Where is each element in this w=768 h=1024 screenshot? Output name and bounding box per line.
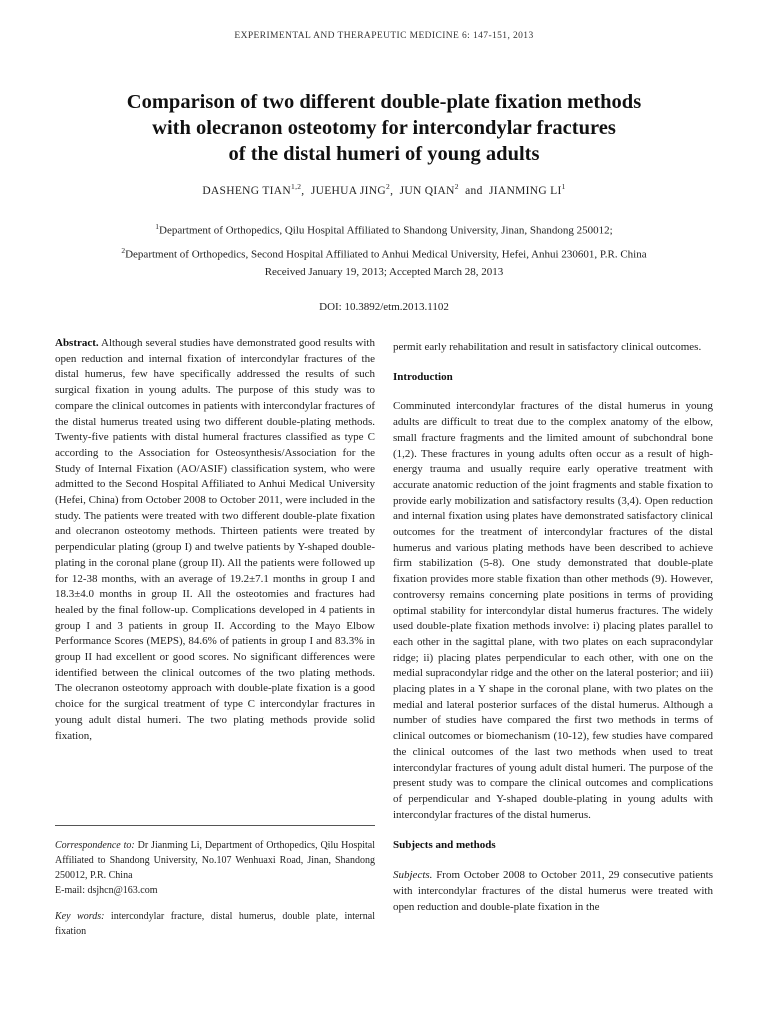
- correspondence-note: [55, 838, 375, 898]
- keywords-note: [55, 909, 375, 939]
- author-name: JUEHUA JING: [310, 184, 387, 197]
- affiliation-text: Department of Orthopedics, Second Hospital Affiliated to Anhui Medical University, Hefei, Anhui 230601, P.R. China: [125, 248, 647, 261]
- author-separator: ,: [390, 184, 400, 197]
- author-affiliation-marker: 2: [386, 182, 391, 191]
- author-affiliation-marker: 1: [561, 182, 566, 191]
- correspondence-email: E-mail: dsjhcn@163.com: [55, 885, 158, 896]
- methods-paragraph: [393, 868, 713, 915]
- subjects-text: From October 2008 to October 2011, 29 consecutive patients with intercondylar fractures of the distal humerus were treated with open reduction and double-plate fixation in the: [393, 869, 713, 913]
- subjects-subheading: Subjects.: [393, 869, 433, 882]
- author-affiliation-marker: 1,2: [291, 182, 302, 191]
- doi: DOI: 10.3892/etm.2013.1102: [319, 301, 449, 313]
- author-name: JIANMING LI: [489, 184, 562, 197]
- methods-heading: Subjects and methods: [393, 839, 496, 852]
- author-list: [0, 182, 768, 197]
- affiliation: [0, 217, 768, 241]
- keywords-label: Key words:: [55, 911, 105, 922]
- abstract-text: Although several studies have demonstrated good results with open reduction and internal fixation of intercondylar fractures of the distal humerus, few have specifically addressed the results of such surgical fixation in young adults. The purpose of this study was to compare the clinical outcomes in patients with intercondylar fractures of the distal humerus treated using two different double-plating methods. Twenty-five patients with distal humeral fractures classified as type C according to the Association for Osteosynthesis/Association for the Study of Internal Fixation (AO/ASIF) classification system, who were admitted to the Second Hospital Affiliated to Anhui Medical University (Hefei, China) from October 2008 to October 2011, were included in the study. The patients were treated with two different double-plate fixation and olecranon osteotomy methods. Thirteen patients were treated by perpendicular plating (group I) and twelve patients by Y-shaped double-plating in the coronal plane (group II). All the patients were followed up for 12-38 months, with an average of 19.2±7.1 months in group I and 18.3±4.0 months in group II. All the osteotomies and fractures had healed by the final follow-up. Complications developed in 4 patients in group I and 3 patients in group II. According to the Mayo Elbow Performance Scores (MEPS), 84.6% of patients in group I and 83.3% in group II had excellent or good scores. No significant differences were identified between the clinical outcomes of the two plating methods. The olecranon osteotomy approach with double-plate fixation is a good choice for the surgical treatment of type C intercondylar fractures in young adult distal humeri. The two plating methods provide solid fixation,: [55, 337, 375, 742]
- introduction-heading: Introduction: [393, 370, 453, 383]
- received-accepted-dates: Received January 19, 2013; Accepted March 28, 2013: [264, 266, 504, 278]
- affiliation-marker: 1: [155, 222, 160, 231]
- keywords-text: intercondylar fracture, distal humerus, double plate, internal fixation: [55, 911, 375, 937]
- affiliations: [0, 217, 768, 264]
- affiliation-text: Department of Orthopedics, Qilu Hospital Affiliated to Shandong University, Jinan, Shandong 250012;: [159, 224, 613, 237]
- correspondence-label: Correspondence to:: [55, 840, 135, 851]
- title-line: of the distal humeri of young adults: [228, 143, 540, 165]
- abstract-paragraph: [55, 336, 375, 744]
- affiliation-marker: 2: [121, 245, 126, 255]
- author-affiliation-marker: 2: [454, 182, 459, 191]
- abstract-label: Abstract.: [55, 337, 99, 349]
- author-name: JUN QIAN: [399, 184, 455, 197]
- right-column: [393, 340, 713, 915]
- title-line: with olecranon osteotomy for intercondylar fractures: [152, 117, 616, 139]
- title-line: Comparison of two different double-plate fixation methods: [126, 91, 642, 113]
- correspondence-text: Dr Jianming Li, Department of Orthopedics, Qilu Hospital Affiliated to Shandong University, No.107 Wenhuaxi Road, Jinan, Shandong 250012, P.R. China: [55, 840, 376, 881]
- footnote-divider: [55, 825, 375, 826]
- affiliation: [0, 241, 768, 265]
- author-name: DASHENG TIAN: [202, 184, 292, 197]
- left-column: [55, 336, 375, 744]
- author-separator: ,: [301, 184, 311, 197]
- introduction-paragraph: Comminuted intercondylar fractures of the distal humerus in young adults are difficult to treat due to the complex anatomy of the elbow, small fracture fragments and the limited amount of subchondral bone (1,2). These fractures in young adults often occur as a result of high-energy trauma and usually require early operative treatment with accurate anatomic reduction of the joint fragments and stable fixation to provide early mobilization and satisfactory results (3,4). Open reduction and internal fixation using plates have demonstrated satisfactory clinical outcomes for the treatment of intercondylar fractures of the distal humerus and various plating methods have been described to achieve firm stabilization (5-8). One study demonstrated that double-plate fixation provides more stable fixation than other methods (9). However, controversy remains concerning plate positions in terms of providing optimal stability for intercondylar distal humerus fractures. The widely used double-plate fixation methods involve: i) placing plates parallel to each other in the sagittal plane, with two plates on each supracondylar ridge; ii) placing plates perpendicular to each other, with one on the medial supracondylar ridge and the other on the lateral posterior; and iii) placing plates in a Y shape in the coronal plane, with two plates on the medial and lateral posterior surfaces of the distal humerus. Although a number of studies have compared the first two methods in terms of clinical outcomes or biomechanism (10-12), few studies have compared the clinical outcomes of the last two methods when used to treat intercondylar fractures of young adult distal humeri. The purpose of the present study was to compare the clinical outcomes and complications of perpendicular and Y-shaped double-plating in young adults with intercondylar fractures of the distal humerus.: [393, 400, 713, 821]
- paper-title: [40, 89, 728, 167]
- author-separator: and: [458, 184, 489, 197]
- abstract-continuation: permit early rehabilitation and result in satisfactory clinical outcomes.: [393, 341, 702, 353]
- running-head: EXPERIMENTAL AND THERAPEUTIC MEDICINE 6: 147-151, 2013: [234, 31, 534, 41]
